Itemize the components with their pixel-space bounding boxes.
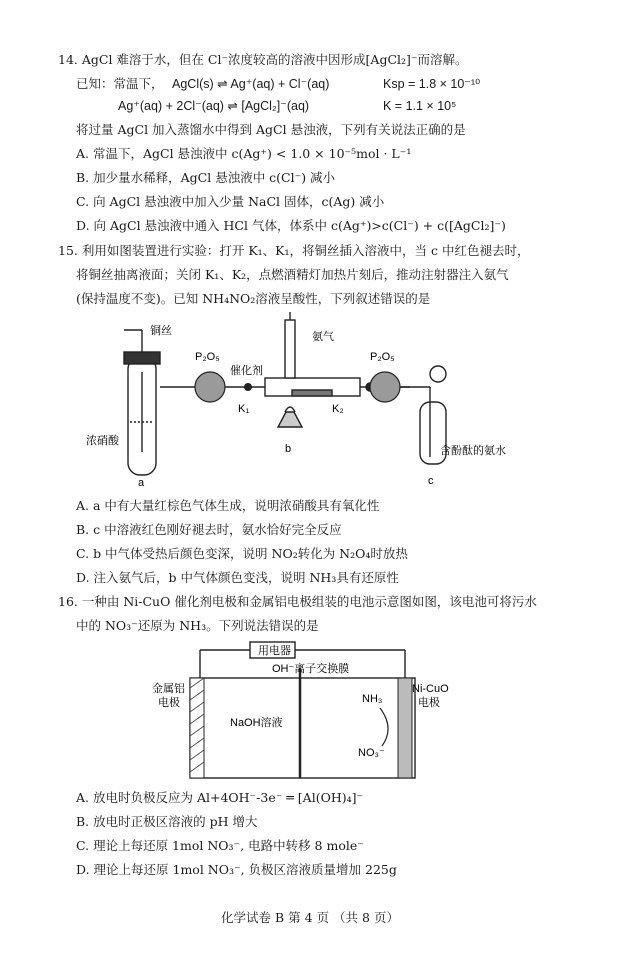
q16-stem-line-2: 中的 NO₃⁻还原为 NH₃。下列说法错误的是 xyxy=(76,618,319,633)
p2o5-left-label: P₂O₅ xyxy=(195,351,220,363)
q16-stem-line-1: 16. 一种由 Ni-CuO 催化剂电极和金属铝电极组装的电池示意图如图，该电池可将污水 xyxy=(58,594,537,609)
q15-option-a: A. a 中有大量红棕色气体生成，说明浓硝酸具有氧化性 xyxy=(76,498,380,513)
ammonia-label: 氨气 xyxy=(312,331,334,343)
q15-stem-line-3: (保持温度不变)。已知 NH₄NO₂溶液呈酸性，下列叙述错误的是 xyxy=(76,291,431,306)
q14-k: K = 1.1 × 10⁵ xyxy=(383,99,457,113)
membrane-label: OH⁻离子交换膜 xyxy=(272,663,350,675)
q16-option-d: D. 理论上每还原 1mol NO₃⁻, 负极区溶液质量增加 225g xyxy=(76,862,397,877)
appliance-label: 用电器 xyxy=(258,645,291,657)
q14-ksp: Ksp = 1.8 × 10⁻¹⁰ xyxy=(383,77,481,91)
copper-wire-label: 铜丝 xyxy=(150,325,172,337)
q15-option-c: C. b 中气体受热后颜色变深，说明 NO₂转化为 N₂O₄时放热 xyxy=(76,546,408,561)
no3-label: NO₃⁻ xyxy=(358,747,385,759)
q14-option-a: A. 常温下，AgCl 悬浊液中 c(Ag⁺) < 1.0 × 10⁻⁵mol · L⁻¹ xyxy=(76,146,412,161)
naoh-label: NaOH溶液 xyxy=(230,717,283,729)
q14-question: 将过量 AgCl 加入蒸馏水中得到 AgCl 悬浊液，下列有关说法正确的是 xyxy=(76,122,466,137)
tube-a xyxy=(124,330,200,475)
label-c: c xyxy=(428,475,434,487)
q16-option-b: B. 放电时正极区溶液的 pH 增大 xyxy=(76,814,258,829)
al-electrode-label-2: 电极 xyxy=(158,697,180,709)
label-a: a xyxy=(138,477,145,489)
q14-option-c: C. 向 AgCl 悬浊液中加入少量 NaCl 固体，c(Ag) 减小 xyxy=(76,194,385,209)
q16-option-c: C. 理论上每还原 1mol NO₃⁻, 电路中转移 8 mole⁻ xyxy=(76,838,364,853)
q16-option-a: A. 放电时负极反应为 Al+4OH⁻-3e⁻ ═ [Al(OH)₄]⁻ xyxy=(76,790,364,805)
q15-option-d: D. 注入氨气后，b 中气体颜色变浅，说明 NH₃具有还原性 xyxy=(76,570,399,585)
q14-stem: 14. AgCl 难溶于水，但在 Cl⁻浓度较高的溶液中因形成[AgCl₂]⁻而溶解。 xyxy=(58,52,468,67)
k2-label: K₂ xyxy=(332,403,344,415)
q15-stem-line-1: 15. 利用如图装置进行实验：打开 K₁、K₁，将铜丝插入溶液中，当 c 中红色褪去时， xyxy=(58,243,530,258)
k1-label: K₁ xyxy=(238,403,250,415)
q15-stem-line-2: 将铜丝抽离液面；关闭 K₁、K₂，点燃酒精灯加热片刻后，推动注射器注入氨气 xyxy=(76,267,509,282)
nicuo-electrode xyxy=(398,678,412,778)
q14-equation-1: AgCl(s) ⇌ Ag⁺(aq) + Cl⁻(aq) xyxy=(172,77,330,91)
nicuo-label-1: Ni-CuO xyxy=(412,683,449,695)
q14-equation-2: Ag⁺(aq) + 2Cl⁻(aq) ⇌ [AgCl₂]⁻(aq) xyxy=(118,99,310,113)
conc-nitric-label: 浓硝酸 xyxy=(86,435,119,447)
phenol-ammonia-label: 含酚酞的氨水 xyxy=(440,445,506,457)
q16-battery-diagram xyxy=(150,638,470,783)
catalyst-label: 催化剂 xyxy=(230,365,263,377)
p2o5-drier-right xyxy=(370,372,430,402)
al-electrode-label-1: 金属铝 xyxy=(152,683,185,695)
p2o5-right-label: P₂O₅ xyxy=(370,351,395,363)
page-footer: 化学试卷 B 第 4 页 （共 8 页） xyxy=(221,910,399,925)
q14-option-d: D. 向 AgCl 悬浊液中通入 HCl 气体，体系中 c(Ag⁺)>c(Cl⁻) + c([AgCl₂]⁻) xyxy=(76,218,506,233)
nh3-label: NH₃ xyxy=(362,693,383,705)
q15-option-b: B. c 中溶液红色刚好褪去时，氨水恰好完全反应 xyxy=(76,522,342,537)
q14-known-prefix: 已知：常温下， xyxy=(76,76,164,91)
q14-option-b: B. 加少量水稀释，AgCl 悬浊液中 c(Cl⁻) 减小 xyxy=(76,170,336,185)
aluminum-electrode xyxy=(190,678,204,778)
label-b: b xyxy=(285,443,292,455)
nicuo-label-2: 电极 xyxy=(418,697,440,709)
q15-apparatus-diagram xyxy=(80,312,550,492)
